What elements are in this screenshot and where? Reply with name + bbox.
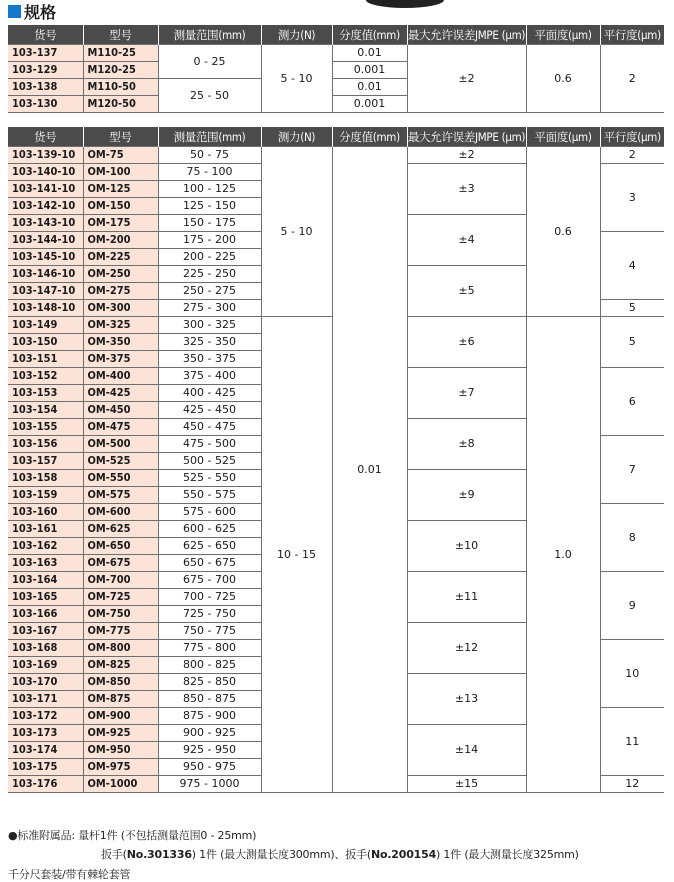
range-cell: 950 - 975 [158, 759, 261, 776]
model-cell: OM-900 [83, 708, 158, 725]
model-cell: OM-975 [83, 759, 158, 776]
code-cell: 103-139-10 [8, 147, 83, 164]
code-cell: 103-167 [8, 623, 83, 640]
code-cell: 103-155 [8, 419, 83, 436]
error-cell: ±12 [407, 623, 526, 674]
model-cell: OM-600 [83, 504, 158, 521]
model-cell: OM-550 [83, 470, 158, 487]
table-row [8, 45, 664, 62]
range-cell: 475 - 500 [158, 436, 261, 453]
model-cell: OM-950 [83, 742, 158, 759]
model-cell: OM-700 [83, 572, 158, 589]
model-cell: OM-925 [83, 725, 158, 742]
model-cell: OM-450 [83, 402, 158, 419]
error-cell: ±14 [407, 725, 526, 776]
model-cell: OM-500 [83, 436, 158, 453]
model-cell: OM-125 [83, 181, 158, 198]
model-cell: OM-775 [83, 623, 158, 640]
range-cell: 50 - 75 [158, 147, 261, 164]
range-cell: 250 - 275 [158, 283, 261, 300]
range-cell: 300 - 325 [158, 317, 261, 334]
header-flatness: 平面度(μm) [526, 25, 600, 45]
division-cell: 0.001 [332, 62, 407, 79]
error-cell: ±7 [407, 368, 526, 419]
range-cell: 600 - 625 [158, 521, 261, 538]
parallelism-cell: 7 [600, 436, 664, 504]
parallelism-cell: 5 [600, 300, 664, 317]
table-row [8, 147, 664, 164]
code-cell: 103-142-10 [8, 198, 83, 215]
range-cell: 625 - 650 [158, 538, 261, 555]
range-cell: 75 - 100 [158, 164, 261, 181]
code-cell: 103-146-10 [8, 266, 83, 283]
error-cell: ±9 [407, 470, 526, 521]
code-cell: 103-141-10 [8, 181, 83, 198]
parallelism-cell: 4 [600, 232, 664, 300]
model-cell: OM-625 [83, 521, 158, 538]
flatness-cell: 0.6 [526, 147, 600, 317]
code-cell: 103-154 [8, 402, 83, 419]
section-title: 规格 [24, 2, 57, 22]
model-cell: OM-325 [83, 317, 158, 334]
range-cell: 850 - 875 [158, 691, 261, 708]
model-cell: OM-200 [83, 232, 158, 249]
code-cell: 103-149 [8, 317, 83, 334]
range-cell: 25 - 50 [158, 79, 261, 113]
range-cell: 750 - 775 [158, 623, 261, 640]
model-cell: OM-875 [83, 691, 158, 708]
code-cell: 103-140-10 [8, 164, 83, 181]
range-cell: 350 - 375 [158, 351, 261, 368]
range-cell: 725 - 750 [158, 606, 261, 623]
model-cell: OM-225 [83, 249, 158, 266]
model-cell: M120-50 [83, 96, 158, 113]
header-code: 货号 [8, 25, 83, 45]
range-cell: 175 - 200 [158, 232, 261, 249]
parallelism-cell: 6 [600, 368, 664, 436]
model-cell: OM-1000 [83, 776, 158, 793]
code-cell: 103-145-10 [8, 249, 83, 266]
division-cell: 0.01 [332, 147, 407, 793]
code-cell: 103-164 [8, 572, 83, 589]
model-cell: OM-525 [83, 453, 158, 470]
code-cell: 103-159 [8, 487, 83, 504]
parallelism-cell: 9 [600, 572, 664, 640]
range-cell: 675 - 700 [158, 572, 261, 589]
range-cell: 575 - 600 [158, 504, 261, 521]
header-flatness: 平面度(μm) [526, 127, 600, 147]
error-cell: ±2 [407, 147, 526, 164]
division-cell: 0.01 [332, 45, 407, 62]
range-cell: 525 - 550 [158, 470, 261, 487]
code-cell: 103-157 [8, 453, 83, 470]
model-cell: M110-50 [83, 79, 158, 96]
range-cell: 875 - 900 [158, 708, 261, 725]
range-cell: 100 - 125 [158, 181, 261, 198]
code-cell: 103-174 [8, 742, 83, 759]
range-cell: 500 - 525 [158, 453, 261, 470]
force-cell: 10 - 15 [261, 317, 332, 793]
model-cell: OM-100 [83, 164, 158, 181]
wrench-part-number: No.200154 [370, 848, 437, 861]
force-cell: 5 - 10 [261, 147, 332, 317]
header-parallelism: 平行度(μm) [600, 25, 664, 45]
code-cell: 103-143-10 [8, 215, 83, 232]
product-image-fragment [366, 0, 444, 8]
error-cell: ±4 [407, 215, 526, 266]
range-cell: 325 - 350 [158, 334, 261, 351]
code-cell: 103-152 [8, 368, 83, 385]
division-cell: 0.001 [332, 96, 407, 113]
code-cell: 103-165 [8, 589, 83, 606]
accessories-note: ●标准附属品: 量杆1件 (不包括测量范围0 - 25mm) [8, 829, 257, 842]
range-cell: 800 - 825 [158, 657, 261, 674]
code-cell: 103-137 [8, 45, 83, 62]
range-cell: 550 - 575 [158, 487, 261, 504]
code-cell: 103-162 [8, 538, 83, 555]
code-cell: 103-129 [8, 62, 83, 79]
model-cell: OM-275 [83, 283, 158, 300]
code-cell: 103-160 [8, 504, 83, 521]
code-cell: 103-170 [8, 674, 83, 691]
code-cell: 103-173 [8, 725, 83, 742]
model-cell: OM-425 [83, 385, 158, 402]
model-cell: OM-375 [83, 351, 158, 368]
header-error: 最大允许误差JMPE (μm) [407, 25, 526, 45]
header-row [8, 25, 664, 45]
header-parallelism: 平行度(μm) [600, 127, 664, 147]
range-cell: 825 - 850 [158, 674, 261, 691]
range-cell: 150 - 175 [158, 215, 261, 232]
range-cell: 900 - 925 [158, 725, 261, 742]
code-cell: 103-148-10 [8, 300, 83, 317]
error-cell: ±5 [407, 266, 526, 317]
range-cell: 125 - 150 [158, 198, 261, 215]
parallelism-cell: 2 [600, 147, 664, 164]
model-cell: OM-750 [83, 606, 158, 623]
header-model: 型号 [83, 25, 158, 45]
model-cell: OM-650 [83, 538, 158, 555]
error-cell: ±8 [407, 419, 526, 470]
error-cell: ±13 [407, 674, 526, 725]
spec-table-1 [8, 25, 664, 113]
code-cell: 103-144-10 [8, 232, 83, 249]
model-cell: OM-850 [83, 674, 158, 691]
error-cell: ±3 [407, 164, 526, 215]
range-cell: 450 - 475 [158, 419, 261, 436]
parallelism-cell: 8 [600, 504, 664, 572]
force-cell: 5 - 10 [261, 45, 332, 113]
range-cell: 375 - 400 [158, 368, 261, 385]
range-cell: 975 - 1000 [158, 776, 261, 793]
range-cell: 700 - 725 [158, 589, 261, 606]
flatness-cell: 0.6 [526, 45, 600, 113]
code-cell: 103-153 [8, 385, 83, 402]
header-model: 型号 [83, 127, 158, 147]
error-cell: ±10 [407, 521, 526, 572]
parallelism-cell: 10 [600, 640, 664, 708]
code-cell: 103-168 [8, 640, 83, 657]
error-cell: ±15 [407, 776, 526, 793]
model-cell: OM-150 [83, 198, 158, 215]
division-cell: 0.01 [332, 79, 407, 96]
code-cell: 103-156 [8, 436, 83, 453]
error-cell: ±6 [407, 317, 526, 368]
code-cell: 103-158 [8, 470, 83, 487]
range-cell: 775 - 800 [158, 640, 261, 657]
model-cell: OM-475 [83, 419, 158, 436]
model-cell: M110-25 [83, 45, 158, 62]
set-caption: 千分尺套装/带有棘轮套管 [8, 868, 131, 881]
parallelism-cell: 3 [600, 164, 664, 232]
model-cell: OM-350 [83, 334, 158, 351]
code-cell: 103-147-10 [8, 283, 83, 300]
header-error: 最大允许误差JMPE (μm) [407, 127, 526, 147]
header-force: 测力(N) [261, 127, 332, 147]
wrench-note-text: ) 1件 (最大测量长度325mm) [436, 848, 579, 861]
wrench-note-text: ) 1件 (最大测量长度300mm)、扳手( [191, 848, 371, 861]
model-cell: OM-575 [83, 487, 158, 504]
code-cell: 103-138 [8, 79, 83, 96]
header-force: 测力(N) [261, 25, 332, 45]
error-cell: ±11 [407, 572, 526, 623]
model-cell: OM-175 [83, 215, 158, 232]
code-cell: 103-130 [8, 96, 83, 113]
parallelism-cell: 11 [600, 708, 664, 776]
range-cell: 225 - 250 [158, 266, 261, 283]
code-cell: 103-151 [8, 351, 83, 368]
model-cell: OM-675 [83, 555, 158, 572]
range-cell: 650 - 675 [158, 555, 261, 572]
header-row [8, 127, 664, 147]
model-cell: OM-800 [83, 640, 158, 657]
flatness-cell: 1.0 [526, 317, 600, 793]
code-cell: 103-172 [8, 708, 83, 725]
header-division: 分度值(mm) [332, 127, 407, 147]
code-cell: 103-176 [8, 776, 83, 793]
parallelism-cell: 5 [600, 317, 664, 368]
code-cell: 103-166 [8, 606, 83, 623]
header-division: 分度值(mm) [332, 25, 407, 45]
code-cell: 103-150 [8, 334, 83, 351]
model-cell: OM-400 [83, 368, 158, 385]
wrench-note [101, 846, 579, 862]
range-cell: 425 - 450 [158, 402, 261, 419]
model-cell: M120-25 [83, 62, 158, 79]
range-cell: 925 - 950 [158, 742, 261, 759]
model-cell: OM-75 [83, 147, 158, 164]
range-cell: 200 - 225 [158, 249, 261, 266]
square-bullet-icon [8, 5, 21, 18]
header-range: 测量范围(mm) [158, 127, 261, 147]
parallelism-cell: 2 [600, 45, 664, 113]
range-cell: 275 - 300 [158, 300, 261, 317]
code-cell: 103-163 [8, 555, 83, 572]
code-cell: 103-161 [8, 521, 83, 538]
model-cell: OM-300 [83, 300, 158, 317]
section-heading [8, 0, 56, 22]
parallelism-cell: 12 [600, 776, 664, 793]
code-cell: 103-169 [8, 657, 83, 674]
code-cell: 103-175 [8, 759, 83, 776]
wrench-note-text: 扳手( [101, 848, 127, 861]
code-cell: 103-171 [8, 691, 83, 708]
model-cell: OM-725 [83, 589, 158, 606]
error-cell: ±2 [407, 45, 526, 113]
header-code: 货号 [8, 127, 83, 147]
range-cell: 0 - 25 [158, 45, 261, 79]
spec-table-2 [8, 127, 664, 793]
range-cell: 400 - 425 [158, 385, 261, 402]
header-range: 测量范围(mm) [158, 25, 261, 45]
model-cell: OM-250 [83, 266, 158, 283]
model-cell: OM-825 [83, 657, 158, 674]
wrench-part-number: No.301336 [126, 848, 192, 861]
